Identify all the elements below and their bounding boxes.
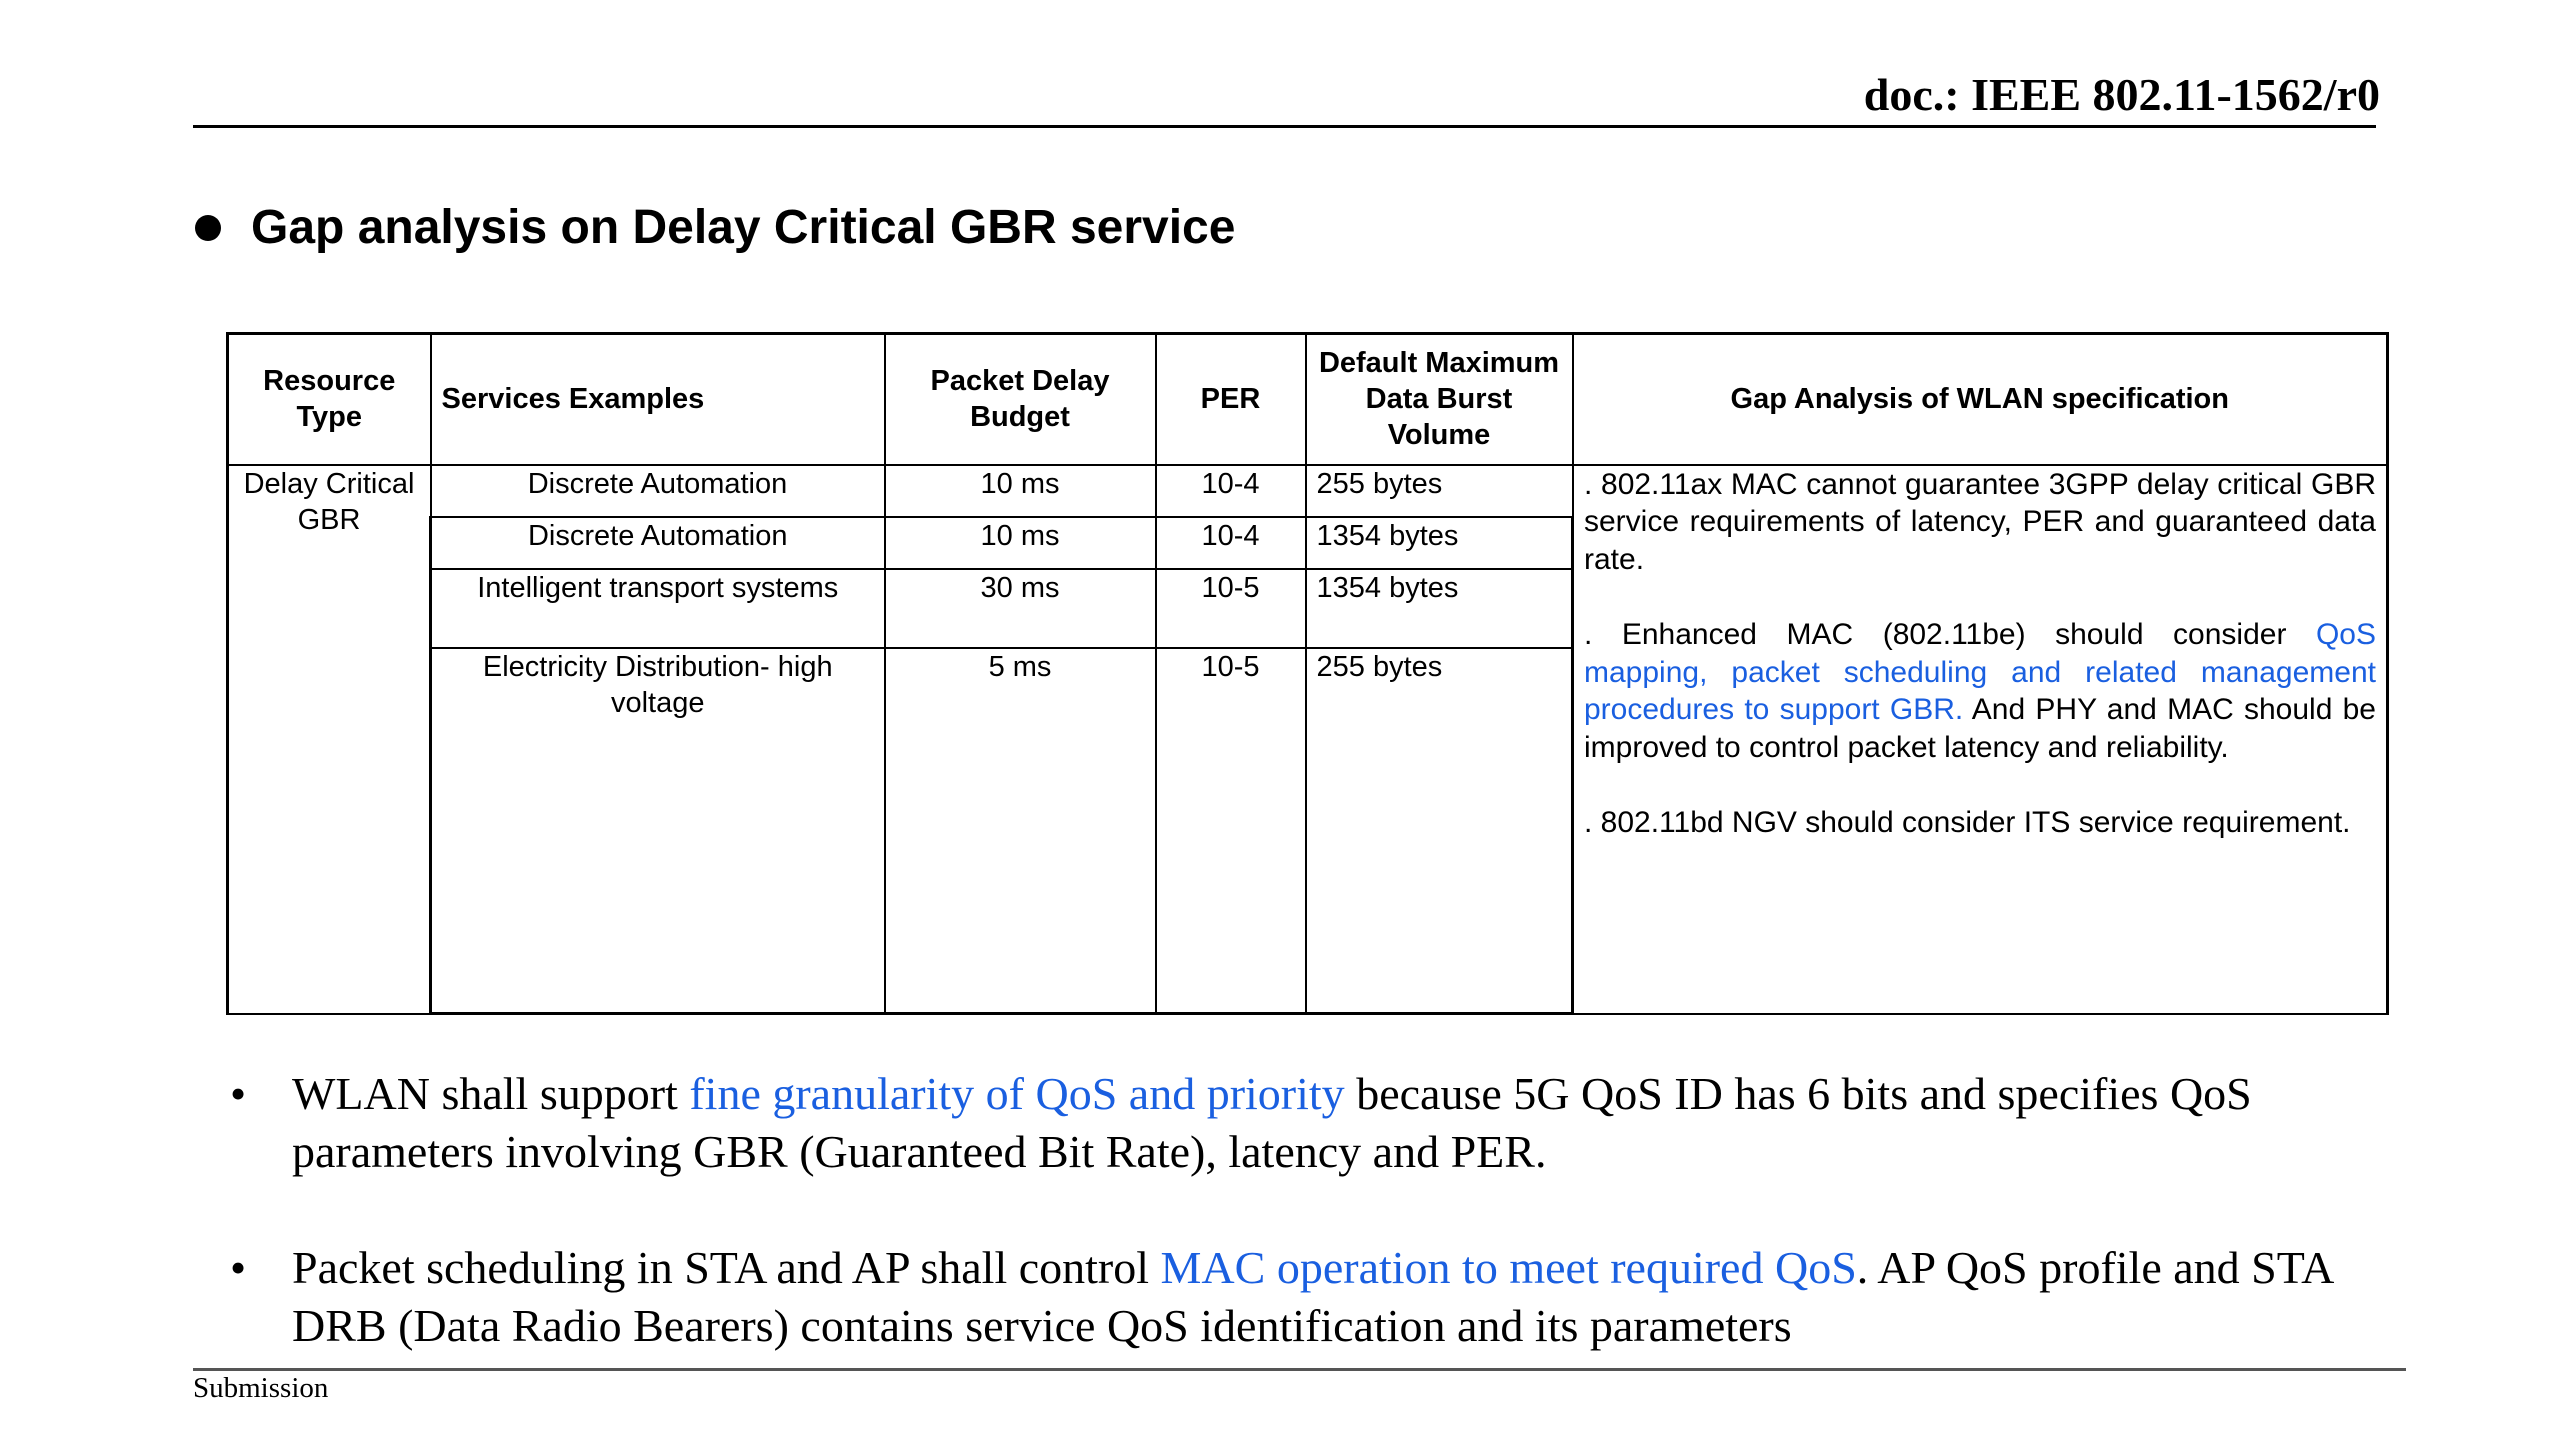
bullet-text-before: Packet scheduling in STA and AP shall control xyxy=(292,1242,1161,1293)
per-cell: 10-5 xyxy=(1156,648,1306,1014)
gap-paragraph-3: . 802.11bd NGV should consider ITS service requirement. xyxy=(1584,806,2351,839)
table-header-row xyxy=(228,334,2388,465)
resource-type-cell: Delay Critical GBR xyxy=(228,465,431,1014)
slide-title-text: Gap analysis on Delay Critical GBR service xyxy=(251,201,1236,254)
header-services-examples: Services Examples xyxy=(431,334,885,465)
header-rule xyxy=(193,125,2376,128)
gap-analysis-table xyxy=(226,332,2389,1015)
bullet-list xyxy=(230,1065,2360,1413)
bullet-item xyxy=(230,1065,2360,1181)
bullet-text-after: . AP QoS profile and STA DRB (Data Radio Bearers) contains service QoS identification and its parameters xyxy=(292,1242,2332,1351)
burst-cell: 1354 bytes xyxy=(1306,569,1573,648)
header-gap-analysis: Gap Analysis of WLAN specification xyxy=(1573,334,2388,465)
bullet-text-before: WLAN shall support xyxy=(292,1068,690,1119)
bullet-item xyxy=(230,1239,2360,1355)
per-cell: 10-4 xyxy=(1156,517,1306,569)
doc-id: doc.: IEEE 802.11-1562/r0 xyxy=(1863,69,2380,120)
header-resource-type: Resource Type xyxy=(228,334,431,465)
delay-cell: 10 ms xyxy=(885,465,1156,517)
header-packet-delay-budget: Packet Delay Budget xyxy=(885,334,1156,465)
gap-paragraph-2-link-text: QoS mapping, packet scheduling and related management procedures to support GBR. xyxy=(1584,618,2376,726)
burst-cell: 255 bytes xyxy=(1306,465,1573,517)
bullet-text xyxy=(292,1239,2360,1355)
bullet-dot-icon xyxy=(195,215,221,241)
service-cell: Discrete Automation xyxy=(431,465,885,517)
bullet-mark: • xyxy=(230,1068,247,1119)
gap-paragraph-2-text-a: . Enhanced MAC (802.11be) should consider xyxy=(1584,618,2316,651)
header-max-data-burst: Default Maximum Data Burst Volume xyxy=(1306,334,1573,465)
gap-paragraph-2-text-b: And PHY and MAC should be improved to control packet latency and reliability. xyxy=(1584,693,2376,764)
footer-submission: Submission xyxy=(193,1372,329,1404)
service-cell: Electricity Distribution- high voltage xyxy=(431,648,885,1014)
per-cell: 10-4 xyxy=(1156,465,1306,517)
gap-analysis-cell xyxy=(1573,465,2388,1014)
burst-cell: 1354 bytes xyxy=(1306,517,1573,569)
bullet-highlight-text: fine granularity of QoS and priority xyxy=(689,1068,1345,1119)
per-cell: 10-5 xyxy=(1156,569,1306,648)
service-cell: Discrete Automation xyxy=(431,517,885,569)
gap-paragraph-2 xyxy=(1584,616,2376,766)
slide-title xyxy=(195,200,1235,255)
bullet-text xyxy=(292,1065,2360,1181)
gap-paragraph-1: . 802.11ax MAC cannot guarantee 3GPP delay critical GBR service requirements of latency, PER and guaranteed data rate. xyxy=(1584,467,2376,576)
bullet-highlight-text: MAC operation to meet required QoS xyxy=(1160,1242,1857,1293)
service-cell: Intelligent transport systems xyxy=(431,569,885,648)
bullet-mark: • xyxy=(230,1242,247,1293)
delay-cell: 10 ms xyxy=(885,517,1156,569)
header-per: PER xyxy=(1156,334,1306,465)
burst-cell: 255 bytes xyxy=(1306,648,1573,1014)
delay-cell: 5 ms xyxy=(885,648,1156,1014)
footer-rule xyxy=(193,1368,2406,1371)
delay-cell: 30 ms xyxy=(885,569,1156,648)
table-row xyxy=(228,465,2388,517)
bullet-text-after: because 5G QoS ID has 6 bits and specifies QoS parameters involving GBR (Guaranteed Bit Rate), latency and PER. xyxy=(292,1068,2252,1177)
